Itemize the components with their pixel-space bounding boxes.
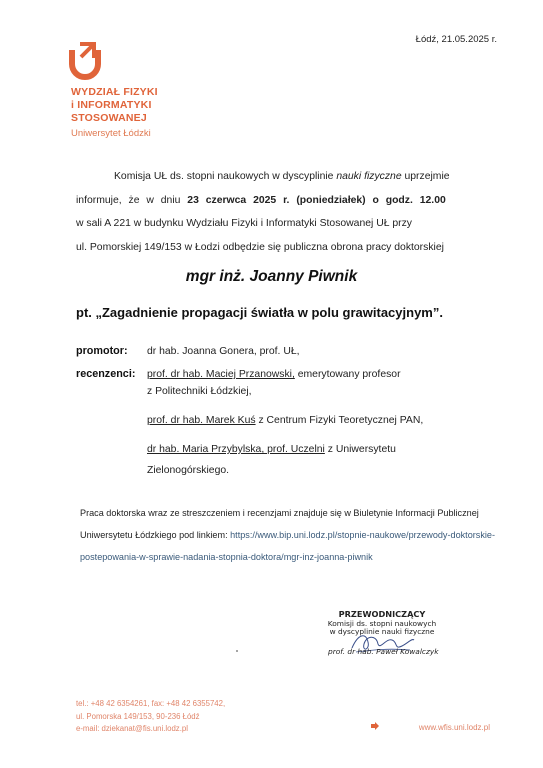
promotor-label: promotor: (76, 345, 128, 357)
reviewer-2: prof. dr hab. Marek Kuś z Centrum Fizyki Teoretycznej PAN, (147, 415, 424, 426)
faculty-name-line1: WYDZIAŁ FIZYKI (71, 86, 158, 98)
signatory-name: prof. dr hab. Paweł Kowalczyk (328, 647, 439, 656)
signature-title: PRZEWODNICZĄCY (338, 609, 426, 619)
paragraph-line: Komisja UŁ ds. stopni naukowych w dyscyplinie nauki fizyczne uprzejmie (114, 171, 450, 182)
decorative-dot (236, 650, 238, 652)
faculty-name-line3: STOSOWANEJ (71, 112, 147, 124)
reviewers-label: recenzenci: (76, 368, 136, 380)
footer-address: ul. Pomorska 149/153, 90-236 Łódź (76, 711, 200, 721)
paragraph-line: ul. Pomorskiej 149/153 w Łodzi odbędzie się publiczna obrona pracy doktorskiej (76, 241, 444, 253)
paragraph-line: informuje, że w dniu 23 czerwca 2025 r. (poniedziałek) o godz. 12.00 (76, 194, 446, 206)
footer-phone: tel.: +48 42 6354261, fax: +48 42 6355742, (76, 699, 226, 708)
signature-line1: Komisji ds. stopni naukowych (327, 618, 437, 628)
thesis-title: pt. „Zagadnienie propagacji światła w polu grawitacyjnym”. (76, 305, 443, 320)
faculty-name-line2: i INFORMATYKI (71, 99, 152, 111)
signature-block (322, 609, 442, 656)
reviewer-1-affiliation: z Politechniki Łódzkiej, (147, 386, 252, 397)
thesis-availability-note: Praca doktorska wraz ze streszczeniem i recenzjami znajduje się w Biuletynie Informacji Publicznej Uniwersytetu Łódzkiego pod linkiem: https://www.bip.uni.lodz.pl/stopnie-naukowe/przewody-doktorskie-postepowania-w-sprawie-nadania-stopnia-doktora/mgr-inz-joanna-piwnik (80, 508, 495, 562)
reviewer-1: prof. dr hab. Maciej Przanowski, emerytowany profesor (147, 369, 401, 380)
reviewer-3-affiliation: Zielonogórskiego. (147, 465, 230, 476)
faculty-logo-icon (68, 40, 102, 80)
footer-contact (76, 698, 225, 736)
promotor-value: dr hab. Joanna Gonera, prof. UŁ, (147, 346, 300, 357)
paragraph-line: w sali A 221 w budynku Wydziału Fizyki i Informatyki Stosowanej UŁ przy (76, 218, 413, 229)
footer-email[interactable]: e-mail: dziekanat@fis.uni.lodz.pl (76, 724, 188, 733)
university-name: Uniwersytet Łódzki (71, 128, 151, 139)
faculty-website-link[interactable]: www.wfis.uni.lodz.pl (418, 723, 490, 732)
bip-link[interactable]: https://www.bip.uni.lodz.pl/stopnie-naukowe/przewody-doktorskie-postepowania-w-sprawie-nadania-stopnia-doktora/mgr-inz-joanna-piwnik (80, 530, 495, 562)
announcement-paragraph (76, 165, 494, 259)
reviewer-3: dr hab. Maria Przybylska, prof. Uczelni z Uniwersytetu (147, 444, 396, 455)
faculty-name (71, 86, 158, 125)
candidate-name: mgr inż. Joanny Piwnik (185, 268, 358, 285)
document-date: Łódź, 21.05.2025 r. (415, 34, 497, 45)
arrow-right-icon (370, 721, 380, 731)
signature-line2: w dyscyplinie nauki fizyczne (329, 627, 435, 637)
